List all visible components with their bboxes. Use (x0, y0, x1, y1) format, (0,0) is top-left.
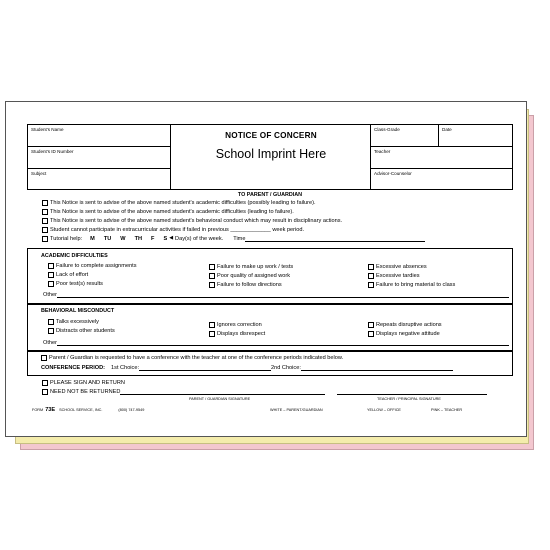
checkbox[interactable] (209, 282, 215, 288)
checkbox[interactable] (368, 273, 374, 279)
parent-item[interactable]: Student cannot participate in extracurricular activities if failed in previous _____________ week period. (42, 227, 304, 233)
teacher-signature-line[interactable] (337, 389, 487, 395)
day-th[interactable]: TH (134, 236, 143, 242)
checkbox[interactable] (209, 331, 215, 337)
checkbox[interactable] (42, 236, 48, 242)
checkbox[interactable] (42, 218, 48, 224)
second-choice-line[interactable] (301, 365, 453, 371)
checkbox[interactable] (48, 281, 54, 287)
academic-section (27, 248, 513, 304)
checkbox[interactable] (368, 331, 374, 337)
checkbox[interactable] (209, 273, 215, 279)
checkbox[interactable] (48, 263, 54, 269)
second-choice-label: 2nd Choice: (271, 365, 301, 371)
academic-heading: ACADEMIC DIFFICULTIES (41, 253, 108, 259)
checkbox[interactable] (41, 355, 47, 361)
other-line[interactable] (57, 292, 509, 298)
behavioral-heading: BEHAVIORAL MISCONDUCT (41, 308, 115, 314)
day-f[interactable]: F (151, 236, 155, 242)
academic-item[interactable]: Failure to make up work / tests (209, 264, 293, 270)
company-name: SCHOOL SERVICE, INC. (59, 408, 103, 413)
parent-item[interactable]: This Notice is sent to advise of the above named student's academic difficulties (possibly leading to failure). (42, 200, 316, 206)
academic-item[interactable]: Failure to bring material to class (368, 282, 455, 288)
subject-field[interactable]: Subject (31, 171, 47, 176)
conference-section (27, 351, 513, 376)
parent-signature-caption: PARENT / GUARDIAN SIGNATURE (189, 397, 251, 401)
checkbox[interactable] (48, 328, 54, 334)
behavior-item[interactable]: Displays negative attitude (368, 331, 440, 337)
school-imprint: School Imprint Here (215, 147, 327, 161)
behavior-item[interactable]: Distracts other students (48, 328, 115, 334)
class-grade-field[interactable]: Class-Grade (374, 127, 400, 132)
conference-period-label: CONFERENCE PERIOD: (41, 365, 106, 371)
white-copy-label: WHITE – PARENT/GUARDIAN (270, 408, 323, 412)
checkbox[interactable] (368, 282, 374, 288)
please-sign-option[interactable]: PLEASE SIGN AND RETURN (42, 380, 125, 386)
checkbox[interactable] (209, 322, 215, 328)
other-line[interactable] (57, 340, 509, 346)
academic-item[interactable]: Lack of effort (48, 272, 88, 278)
form-number: 73E (45, 407, 56, 413)
student-id-field[interactable]: Student's ID Number (31, 149, 74, 154)
teacher-signature-caption: TEACHER / PRINCIPAL SIGNATURE (377, 397, 441, 401)
tutorial-help-row[interactable]: Tutorial help: M TU W TH F S ◀ Day(s) of the week. Time (42, 236, 425, 242)
notice-of-concern-form (27, 124, 513, 416)
pink-copy-label: PINK – TEACHER (431, 408, 463, 412)
checkbox[interactable] (42, 227, 48, 233)
behavioral-other[interactable]: Other (43, 340, 509, 346)
parent-item[interactable]: This Notice is sent to advise of the above named student's behavioral conduct which may result in disciplinary actions. (42, 218, 342, 224)
checkbox[interactable] (42, 209, 48, 215)
checkbox[interactable] (209, 264, 215, 270)
checkbox[interactable] (42, 389, 48, 395)
form-title: NOTICE OF CONCERN (225, 131, 317, 140)
student-name-field[interactable]: Student's Name (31, 127, 64, 132)
date-field[interactable]: Date (442, 127, 452, 132)
conference-period-row (41, 365, 453, 371)
behavior-item[interactable]: Talks excessively (48, 319, 99, 325)
day-w[interactable]: W (120, 236, 126, 242)
phone-number: (800) 747-9549 (118, 408, 145, 413)
behavioral-section (27, 304, 513, 351)
form-header (27, 124, 513, 190)
time-line[interactable] (245, 236, 425, 242)
parent-item[interactable]: This Notice is sent to advise of the above named student's academic difficulties (leading to failure). (42, 209, 294, 215)
yellow-copy-label: YELLOW – OFFICE (367, 408, 401, 412)
first-choice-line[interactable] (139, 365, 271, 371)
conference-request[interactable]: Parent / Guardian is requested to have a conference with the teacher at one of the conference periods indicated below. (41, 355, 343, 361)
checkbox[interactable] (48, 272, 54, 278)
academic-item[interactable]: Failure to follow directions (209, 282, 282, 288)
day-m[interactable]: M (90, 236, 95, 242)
behavior-item[interactable]: Repeats disruptive actions (368, 322, 442, 328)
academic-other[interactable]: Other (43, 292, 509, 298)
left-arrow-icon: ◀ (169, 235, 174, 242)
need-not-return-option[interactable]: NEED NOT BE RETURNED (42, 389, 487, 395)
academic-item[interactable]: Poor quality of assigned work (209, 273, 290, 279)
checkbox[interactable] (368, 322, 374, 328)
teacher-field[interactable]: Teacher (374, 149, 391, 154)
checkbox[interactable] (48, 319, 54, 325)
checkbox[interactable] (42, 200, 48, 206)
academic-item[interactable]: Poor test(s) results (48, 281, 103, 287)
advisor-counselor-field[interactable]: Advisor-Counselor (374, 171, 412, 176)
checkbox[interactable] (368, 264, 374, 270)
behavior-item[interactable]: Ignores correction (209, 322, 262, 328)
first-choice-label: 1st Choice: (111, 365, 140, 371)
day-s[interactable]: S (163, 236, 168, 242)
form-footer: FORM 73E SCHOOL SERVICE, INC. (800) 747-9549 (32, 407, 145, 413)
day-tu[interactable]: TU (103, 236, 112, 242)
checkbox[interactable] (42, 380, 48, 386)
academic-item[interactable]: Excessive tardies (368, 273, 420, 279)
academic-item[interactable]: Failure to complete assignments (48, 263, 137, 269)
parent-signature-line[interactable] (120, 389, 325, 395)
behavior-item[interactable]: Displays disrespect (209, 331, 265, 337)
parent-heading: TO PARENT / GUARDIAN (237, 192, 303, 198)
academic-item[interactable]: Excessive absences (368, 264, 427, 270)
